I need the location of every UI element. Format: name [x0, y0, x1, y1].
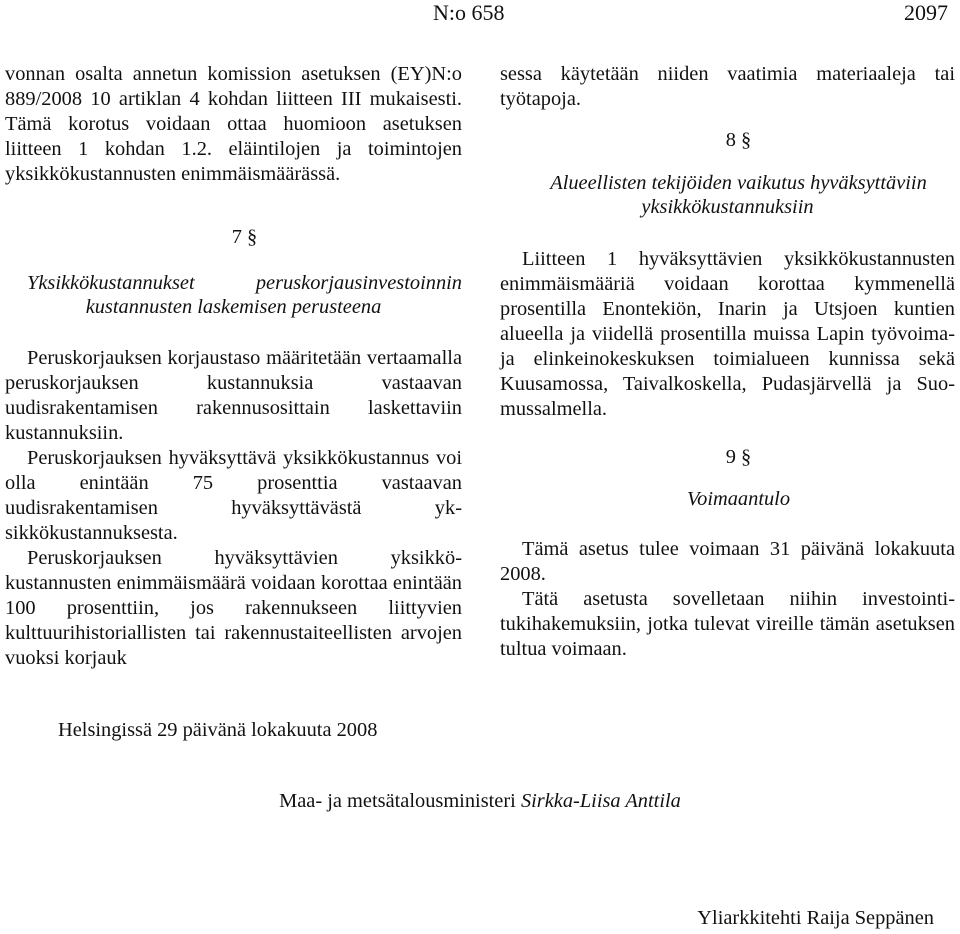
section-9-number: 9 §: [725, 446, 752, 468]
section-7-paragraph-2: Peruskorjauksen hyväksyttävä yksikkökustannus voi olla enintään 75 prosenttia vastaavan uudisrakentamisen hyväksyttävästä yksikkökustannuksesta.: [5, 447, 462, 544]
official-signature: Yliarkkitehti Raija Seppänen: [697, 907, 934, 929]
right-column: [500, 62, 955, 662]
section-8-paragraph-1: Liitteen 1 hyväksyttävien yksikkökustannusten enimmäismääriä voidaan korottaa kymmenellä prosentilla Enontekiön, Inarin ja Utsjoen kuntien alueella ja viidellä prosentilla muissa Lapin työvoima- ja elinkeinokeskuksen toimialueen kunnissa sekä Kuusamossa, Taivalkoskella, Pudasjärvellä ja Suomussalmella.: [500, 248, 955, 420]
minister-signature: [0, 788, 960, 814]
left-column: [5, 62, 462, 671]
section-8-number: 8 §: [725, 129, 752, 151]
page-header: [0, 0, 960, 30]
minister-name: Sirkka-Liisa Anttila: [520, 790, 681, 812]
left-continuation-text: vonnan osalta annetun komission asetuksen (EY)N:o 889/2008 10 artiklan 4 kohdan liitteen III mukaisesti. Tämä korotus voidaan ottaa huomioon asetuksen liitteen 1 kohdan 1.2. eläintilojen ja toimintojen yksikkökustannusten enimmäismäärässä.: [5, 63, 462, 185]
right-continuation-text: sessa käytetään niiden vaatimia materiaaleja tai työtapoja.: [500, 63, 955, 110]
section-9-paragraph-1: Tämä asetus tulee voimaan 31 päivänä lokakuuta 2008.: [500, 538, 955, 585]
section-7-title: Yksikkökustannukset peruskorjausinvestoinnin kustannusten laskemisen perusteena: [27, 272, 462, 318]
page-number: 2097: [904, 0, 948, 25]
section-8-title: Alueellisten tekijöiden vaikutus hyväksyttäviin yksikkökustannuksiin: [550, 172, 927, 218]
place-and-date: Helsingissä 29 päivänä lokakuuta 2008: [58, 719, 378, 741]
section-7-paragraph-1: Peruskorjauksen korjaustaso määritetään vertaamalla peruskorjauksen kustannuksia vastaavan uudisrakentamisen rakennusosittain laskettaviin kustannuksiin.: [5, 347, 462, 444]
section-7-number: 7 §: [231, 226, 258, 248]
minister-title: Maa- ja metsätalousministeri: [279, 790, 516, 812]
issue-number: N:o 658: [433, 0, 505, 25]
section-7-paragraph-3: Peruskorjauksen hyväksyttävien yksikkökustannusten enimmäismäärä voidaan korottaa enintään 100 prosenttiin, jos rakennukseen liittyvien kulttuurihistoriallisten tai rakennustaiteellisten arvojen vuoksi korjauk: [5, 547, 462, 669]
section-9-title: Voimaantulo: [686, 488, 791, 510]
section-9-paragraph-2: Tätä asetusta sovelletaan niihin investointitukihakemuksiin, jotka tulevat vireille tämän asetuksen tultua voimaan.: [500, 588, 955, 660]
